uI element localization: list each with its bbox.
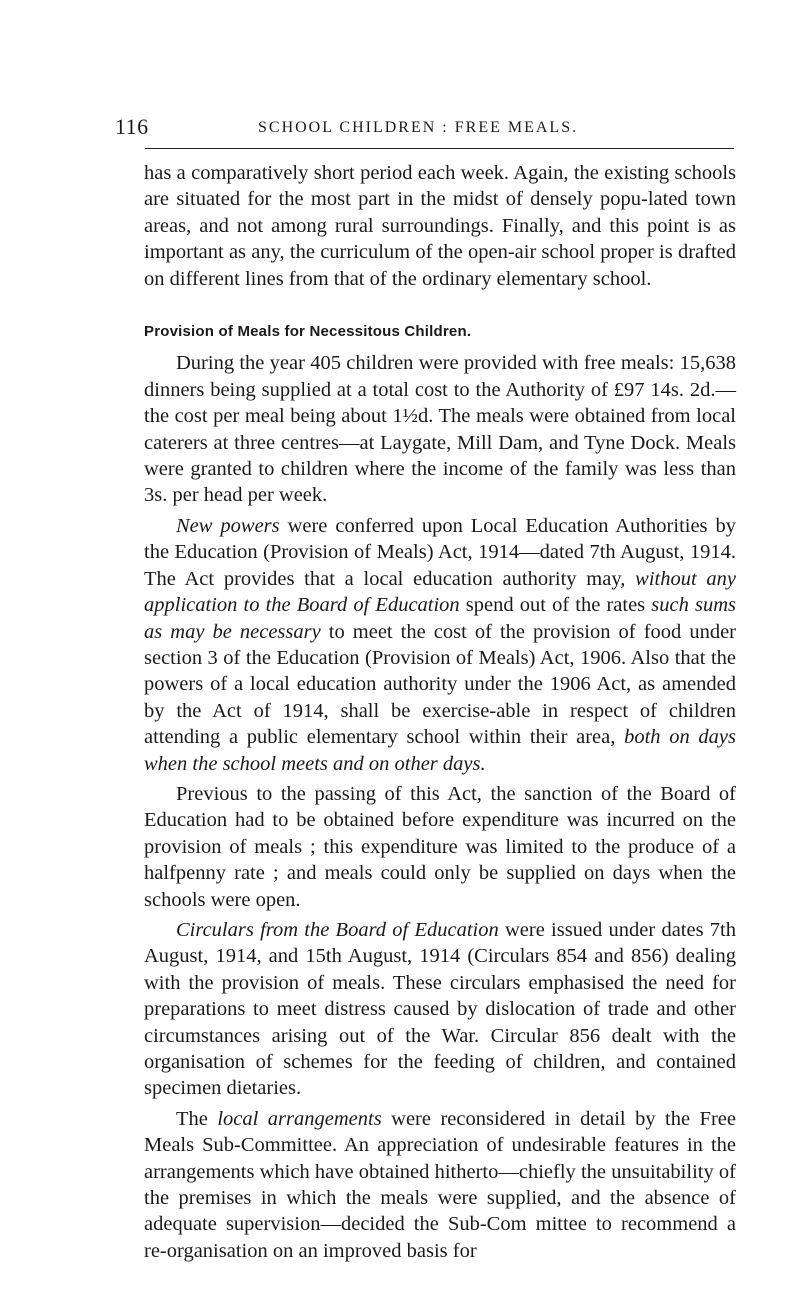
body-text — [144, 160, 736, 1264]
italic-both-on-days: both on days when the school meets and on other days. — [144, 726, 736, 775]
text-span: spend out of the rates — [459, 594, 652, 617]
paragraph-previous-sanction: Previous to the passing of this Act, the sanction of the Board of Education had to be obtained before expenditure was incurred on the provision of meals ; this expenditure was limited to the produce of a halfpenny rate ; and meals could only be supplied on days when the schools were open. — [144, 782, 736, 911]
header-rule — [145, 148, 734, 149]
paragraph-new-powers — [144, 513, 736, 777]
text-span: were issued under dates 7th August, 1914, and 15th August, 1914 (Circulars 854 and 856) dealing with the provision of meals. These circulars emphasised the need for preparations to meet distress caused by dislocation of trade and other circumstances arising out of the War. Circular 856 dealt with the organisation of schemes for the feeding of children, and contained specimen dietaries. — [144, 918, 736, 1100]
italic-circulars: Circulars from the Board of Education — [176, 918, 499, 941]
italic-local-arrangements: local arrangements — [217, 1107, 382, 1130]
text-span: The — [176, 1107, 218, 1130]
paragraph-meals-provided: During the year 405 children were provided with free meals: 15,638 dinners being supplied at a total cost to the Authority of £97 14s. 2d.—the cost per meal being about 1½d. The meals were obtained from local caterers at three centres—at Laygate, Mill Dam, and Tyne Dock. Meals were granted to children where the income of the family was less than 3s. per head per week. — [144, 352, 736, 507]
section-heading: Provision of Meals for Necessitous Children. — [144, 323, 472, 341]
text-span: were reconsidered in detail by the Free Meals Sub-Committee. An appreciation of undesirable features in the arrangements which have obtained hitherto—chiefly the unsuitability of the premises in which the meals were supplied, and the absence of adequate supervision—decided the Sub-Com mittee to recommend a re-organisation on an improved basis for — [144, 1107, 736, 1262]
italic-new-powers: New powers — [176, 514, 280, 537]
paragraph-open-air-continuation: has a comparatively short period each week. Again, the existing schools are situated for the most part in the midst of densely popu-lated town areas, and not among rural surroundings. Finally, and this point is as important as any, the curriculum of the open-air school proper is drafted on different lines from that of the ordinary elementary school. — [144, 162, 736, 290]
running-head: SCHOOL CHILDREN : FREE MEALS. — [258, 119, 579, 136]
italic-without-application: without any application to the Board of Education — [144, 567, 736, 617]
page-number: 116 — [115, 114, 149, 139]
text-span: to meet the cost of the provision of food under section 3 of the Education (Provision of Meals) Act, 1906. Also that the powers of a local education authority under the 1906 Act, as amended by the Act of 1914, shall be exercise-able in respect of children attending a public elementary school within their area, — [144, 620, 736, 749]
page-header — [115, 114, 735, 140]
paragraph-local-arrangements — [144, 1106, 736, 1264]
paragraph-circulars — [144, 917, 736, 1102]
text-span: were conferred upon Local Education Authorities by the Education (Provision of Meals) Act, 1914—dated 7th August, 1914. The Act provides that a local education authority may, — [144, 514, 736, 590]
italic-such-sums: such sums as may be necessary — [144, 594, 736, 643]
